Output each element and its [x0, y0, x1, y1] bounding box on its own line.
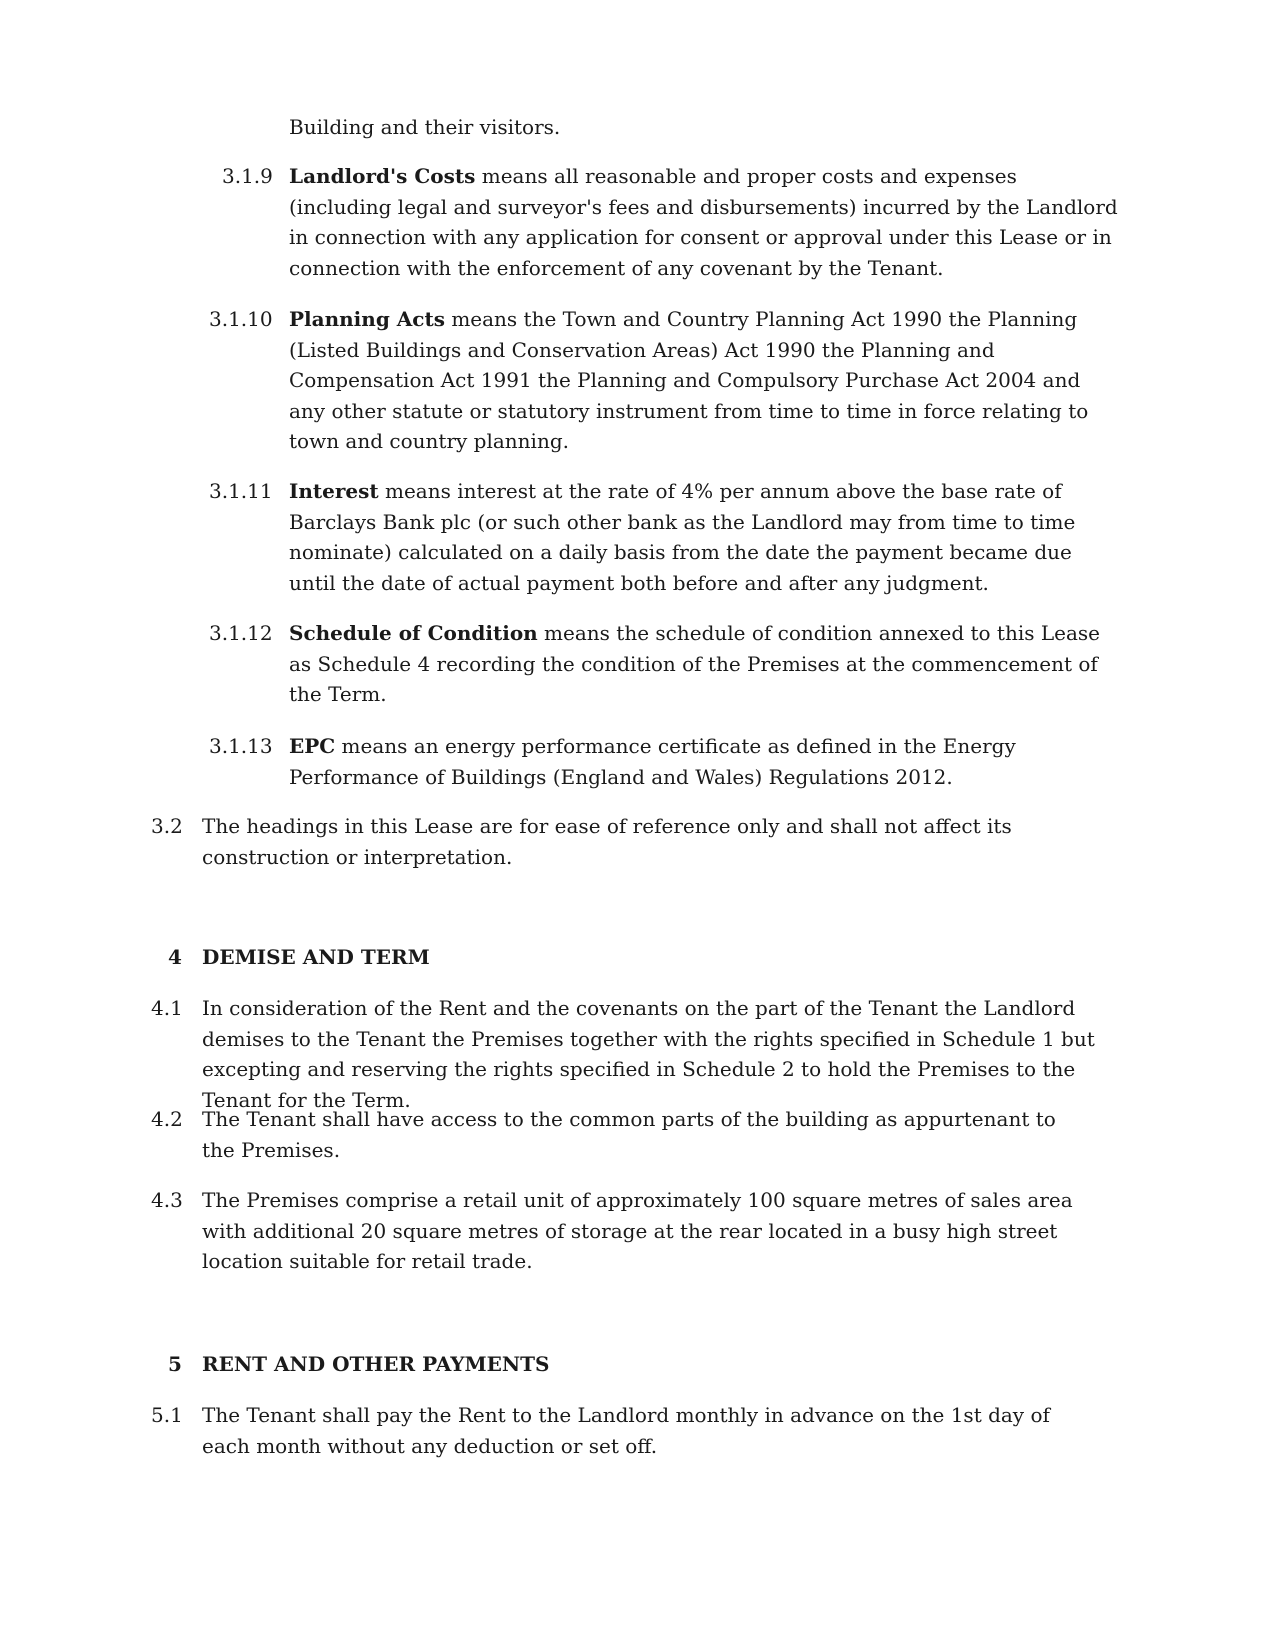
section-title: DEMISE AND TERM	[202, 945, 430, 969]
defined-term: Interest	[289, 479, 379, 503]
clause-text: The headings in this Lease are for ease of reference only and shall not affect its construction or interpretation.	[202, 814, 1012, 869]
definition-text: means the schedule of condition annexed to this Lease as Schedule 4 recording the condition of the Premises at the commencement of the Term.	[289, 621, 1100, 706]
definition-text: means the Town and Country Planning Act 1990 the Planning (Listed Buildings and Conservation Areas) Act 1990 the Planning and Compensation Act 1991 the Planning and Compulsory Purchase Act 2004 and any other statute or statutory instrument from time to time in force relating to town and country planning.	[289, 307, 1089, 453]
definition-body	[289, 731, 1119, 792]
defined-term: Schedule of Condition	[289, 621, 538, 645]
definition-body	[289, 618, 1119, 710]
clause-number: 4.3	[151, 1188, 183, 1212]
definition-body	[289, 304, 1119, 457]
definition-body	[289, 161, 1119, 283]
clause-text: The Tenant shall have access to the common parts of the building as appurtenant to the Premises.	[202, 1107, 1056, 1162]
defined-term: Planning Acts	[289, 307, 445, 331]
definition-body	[289, 476, 1119, 598]
section-title: RENT AND OTHER PAYMENTS	[202, 1352, 550, 1376]
definition-text: means interest at the rate of 4% per annum above the base rate of Barclays Bank plc (or such other bank as the Landlord may from time to time nominate) calculated on a daily basis from the date the payment became due until the date of actual payment both before and after any judgment.	[289, 479, 1076, 595]
section-number: 4	[168, 945, 182, 969]
definition-text: means an energy performance certificate as defined in the Energy Performance of Buildings (England and Wales) Regulations 2012.	[289, 734, 1016, 789]
clause-number: 3.1.13	[209, 734, 273, 758]
section-number: 5	[168, 1352, 182, 1376]
defined-term: Landlord's Costs	[289, 164, 476, 188]
clause-text: In consideration of the Rent and the covenants on the part of the Tenant the Landlord demises to the Tenant the Premises together with the rights specified in Schedule 1 but excepting and reserving the rights specified in Schedule 2 to hold the Premises to the Tenant for the Term.	[202, 996, 1095, 1112]
definition-text: means all reasonable and proper costs and expenses (including legal and surveyor's fees and disbursements) incurred by the Landlord in connection with any application for consent or approval under this Lease or in connection with the enforcement of any covenant by the Tenant.	[289, 164, 1118, 280]
clause-number: 5.1	[151, 1403, 183, 1427]
continuation-text: Building and their visitors.	[289, 115, 561, 139]
clause-text: The Premises comprise a retail unit of approximately 100 square metres of sales area with additional 20 square metres of storage at the rear located in a busy high street location suitable for retail trade.	[202, 1188, 1073, 1273]
clause-number: 4.1	[151, 996, 183, 1020]
clause-number: 3.1.11	[209, 479, 273, 503]
defined-term: EPC	[289, 734, 336, 758]
clause-number: 3.1.9	[222, 164, 273, 188]
clause-number: 3.2	[151, 814, 183, 838]
clause-number: 4.2	[151, 1107, 183, 1131]
clause-number: 3.1.12	[209, 621, 273, 645]
clause-text: The Tenant shall pay the Rent to the Landlord monthly in advance on the 1st day of each month without any deduction or set off.	[202, 1403, 1050, 1458]
clause-number: 3.1.10	[209, 307, 273, 331]
